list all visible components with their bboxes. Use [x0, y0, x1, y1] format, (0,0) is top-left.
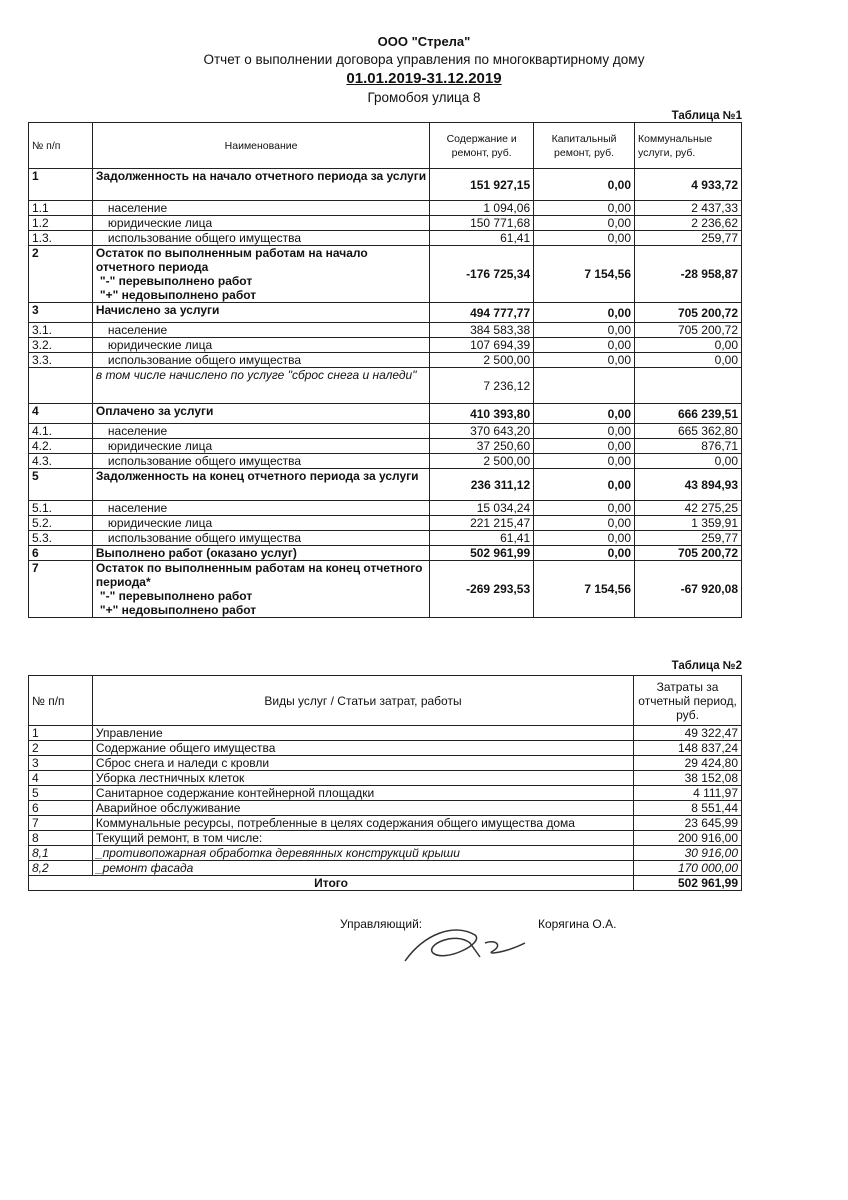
t1-cell-num: 1.3.	[29, 231, 93, 246]
t1-name-text: использование общего имущества	[107, 531, 302, 545]
t1-cell-capital: 0,00	[534, 353, 635, 368]
org-name: ООО "Стрела"	[377, 34, 471, 49]
t1-cell-capital	[534, 368, 635, 404]
t1-cell-maint: -269 293,53	[430, 561, 534, 618]
t2-header-num: № п/п	[29, 676, 93, 726]
t1-row	[29, 531, 742, 546]
t1-cell-capital: 0,00	[534, 546, 635, 561]
t1-cell-utility: 0,00	[635, 454, 742, 469]
t1-cell-capital: 0,00	[534, 424, 635, 439]
t1-cell-capital: 0,00	[534, 231, 635, 246]
t2-cell-name: Аварийное обслуживание	[92, 801, 633, 816]
t2-cell-num: 2	[29, 741, 93, 756]
house-address: Громобоя улица 8	[367, 90, 481, 105]
t2-header-cost: Затраты за отчетный период, руб.	[634, 676, 742, 726]
t1-cell-utility: 2 236,62	[635, 216, 742, 231]
t1-row	[29, 424, 742, 439]
table2-label: Таблица №2	[671, 660, 742, 672]
t1-cell-name	[92, 546, 429, 561]
t1-cell-utility: 666 239,51	[635, 404, 742, 424]
t1-cell-capital: 0,00	[534, 169, 635, 201]
t2-row	[29, 786, 742, 801]
t1-header-name: Наименование	[92, 123, 429, 169]
t2-header-name: Виды услуг / Статьи затрат, работы	[92, 676, 633, 726]
t1-cell-name	[92, 169, 429, 201]
t1-cell-capital: 0,00	[534, 469, 635, 501]
t2-row	[29, 861, 742, 876]
t1-row	[29, 169, 742, 201]
t2-cell-name: Сброс снега и наледи с кровли	[92, 756, 633, 771]
t1-cell-utility: 665 362,80	[635, 424, 742, 439]
t1-cell-name	[92, 216, 429, 231]
t1-cell-name	[92, 201, 429, 216]
t2-cell-cost: 49 322,47	[634, 726, 742, 741]
t1-name-text: Задолженность на конец отчетного периода за услуги	[95, 469, 419, 483]
t1-name-note: "+" недовыполнено работ	[99, 288, 257, 302]
t1-cell-name	[92, 531, 429, 546]
t2-cell-name: Санитарное содержание контейнерной площадки	[92, 786, 633, 801]
t1-name-text: Задолженность на начало отчетного периода за услуги	[95, 169, 427, 183]
t1-cell-capital: 0,00	[534, 501, 635, 516]
t1-name-text: Начислено за услуги	[95, 303, 220, 317]
t1-name-note: "-" перевыполнено работ	[99, 274, 253, 288]
t1-cell-utility: 1 359,91	[635, 516, 742, 531]
t1-row	[29, 353, 742, 368]
manager-label: Управляющий:	[340, 917, 423, 931]
t1-name-text: Остаток по выполненным работам на начало отчетного периода	[95, 246, 368, 274]
t1-cell-capital: 0,00	[534, 323, 635, 338]
t1-cell-utility: 0,00	[635, 338, 742, 353]
t1-cell-maint: 37 250,60	[430, 439, 534, 454]
t1-row	[29, 561, 742, 618]
t1-cell-utility: 43 894,93	[635, 469, 742, 501]
t1-cell-name	[92, 469, 429, 501]
t1-cell-name	[92, 368, 429, 404]
t1-cell-name	[92, 561, 429, 618]
t1-row	[29, 246, 742, 303]
t1-cell-maint: 410 393,80	[430, 404, 534, 424]
t1-name-note: "+" недовыполнено работ	[99, 603, 257, 617]
table1	[28, 122, 742, 618]
t1-cell-capital: 7 154,56	[534, 246, 635, 303]
t2-cell-num: 7	[29, 816, 93, 831]
t1-cell-utility: 2 437,33	[635, 201, 742, 216]
report-subtitle: Отчет о выполнении договора управления по многоквартирному дому	[203, 52, 645, 67]
t1-cell-maint: 107 694,39	[430, 338, 534, 353]
t1-cell-num: 1.1	[29, 201, 93, 216]
t1-cell-num: 1.2	[29, 216, 93, 231]
t1-cell-maint: 502 961,99	[430, 546, 534, 561]
t1-row	[29, 439, 742, 454]
t1-cell-num: 3.1.	[29, 323, 93, 338]
t1-row	[29, 338, 742, 353]
t1-cell-maint: 1 094,06	[430, 201, 534, 216]
t2-row	[29, 816, 742, 831]
t1-cell-capital: 0,00	[534, 454, 635, 469]
t1-cell-name	[92, 353, 429, 368]
t2-row	[29, 801, 742, 816]
t1-cell-capital: 7 154,56	[534, 561, 635, 618]
t2-row	[29, 726, 742, 741]
t1-cell-utility: 705 200,72	[635, 323, 742, 338]
t1-name-text: население	[107, 424, 168, 438]
t1-cell-num: 4.1.	[29, 424, 93, 439]
t1-row	[29, 231, 742, 246]
t1-name-text: юридические лица	[107, 216, 213, 230]
t2-cell-num: 6	[29, 801, 93, 816]
t1-cell-utility: 259,77	[635, 231, 742, 246]
t2-cell-cost: 8 551,44	[634, 801, 742, 816]
t2-cell-num: 8,2	[29, 861, 93, 876]
t1-cell-capital: 0,00	[534, 303, 635, 323]
t1-cell-name	[92, 323, 429, 338]
t2-row	[29, 756, 742, 771]
t1-cell-num: 5.3.	[29, 531, 93, 546]
t1-name-text: использование общего имущества	[107, 231, 302, 245]
t1-cell-num: 4	[29, 404, 93, 424]
t1-row	[29, 303, 742, 323]
t2-cell-cost: 170 000,00	[634, 861, 742, 876]
t2-cell-name: _противопожарная обработка деревянных конструкций крыши	[92, 846, 633, 861]
t1-cell-maint: 151 927,15	[430, 169, 534, 201]
t1-row	[29, 516, 742, 531]
t1-cell-num: 3	[29, 303, 93, 323]
t1-cell-name	[92, 501, 429, 516]
t1-cell-name	[92, 439, 429, 454]
manager-name: Корягина О.А.	[538, 917, 617, 931]
t1-cell-name	[92, 338, 429, 353]
t1-cell-num: 6	[29, 546, 93, 561]
t1-cell-capital: 0,00	[534, 216, 635, 231]
t1-row	[29, 546, 742, 561]
t1-cell-utility: 259,77	[635, 531, 742, 546]
t2-cell-num: 3	[29, 756, 93, 771]
t1-cell-maint: 15 034,24	[430, 501, 534, 516]
t1-cell-num: 5.1.	[29, 501, 93, 516]
t1-name-text: юридические лица	[107, 516, 213, 530]
table1-label: Таблица №1	[671, 110, 742, 122]
t1-cell-utility: 4 933,72	[635, 169, 742, 201]
t1-header-num: № п/п	[29, 123, 93, 169]
t2-cell-cost: 29 424,80	[634, 756, 742, 771]
t2-cell-name: Текущий ремонт, в том числе:	[92, 831, 633, 846]
signature-image	[385, 913, 545, 973]
t1-cell-maint: 2 500,00	[430, 454, 534, 469]
t1-row	[29, 368, 742, 404]
t1-name-text: Выполнено работ (оказано услуг)	[95, 546, 297, 560]
t2-cell-name: Уборка лестничных клеток	[92, 771, 633, 786]
t1-cell-name	[92, 454, 429, 469]
t2-row	[29, 771, 742, 786]
t1-name-text: Остаток по выполненным работам на конец отчетного периода*	[95, 561, 423, 589]
t1-row	[29, 201, 742, 216]
t1-cell-num: 5.2.	[29, 516, 93, 531]
t2-cell-cost: 200 916,00	[634, 831, 742, 846]
t2-cell-num: 8,1	[29, 846, 93, 861]
t2-row	[29, 831, 742, 846]
t2-cell-num: 4	[29, 771, 93, 786]
t2-cell-num: 5	[29, 786, 93, 801]
t1-cell-num	[29, 368, 93, 404]
t1-cell-name	[92, 246, 429, 303]
t1-cell-num: 3.2.	[29, 338, 93, 353]
t1-cell-utility: 0,00	[635, 353, 742, 368]
t1-cell-utility: 42 275,25	[635, 501, 742, 516]
t2-cell-cost: 148 837,24	[634, 741, 742, 756]
t2-total-label: Итого	[29, 876, 634, 891]
t1-cell-utility	[635, 368, 742, 404]
t1-cell-name	[92, 516, 429, 531]
t1-name-text: Оплачено за услуги	[95, 404, 214, 418]
t1-cell-num: 3.3.	[29, 353, 93, 368]
t1-cell-num: 7	[29, 561, 93, 618]
t1-cell-num: 1	[29, 169, 93, 201]
t1-header-utility: Коммунальные услуги, руб.	[635, 123, 742, 169]
t1-cell-num: 4.3.	[29, 454, 93, 469]
t1-name-text: население	[107, 501, 168, 515]
t2-cell-cost: 30 916,00	[634, 846, 742, 861]
t1-name-text: население	[107, 323, 168, 337]
report-period: 01.01.2019-31.12.2019	[346, 70, 502, 87]
t1-cell-capital: 0,00	[534, 531, 635, 546]
t1-row	[29, 216, 742, 231]
t1-name-text: юридические лица	[107, 338, 213, 352]
t2-cell-cost: 38 152,08	[634, 771, 742, 786]
t1-cell-capital: 0,00	[534, 338, 635, 353]
t2-cell-cost: 23 645,99	[634, 816, 742, 831]
t1-cell-maint: 7 236,12	[430, 368, 534, 404]
t1-cell-maint: 236 311,12	[430, 469, 534, 501]
t1-cell-num: 2	[29, 246, 93, 303]
t2-cell-num: 8	[29, 831, 93, 846]
t1-cell-num: 5	[29, 469, 93, 501]
t1-cell-maint: 221 215,47	[430, 516, 534, 531]
t1-cell-name	[92, 303, 429, 323]
t1-cell-utility: 705 200,72	[635, 303, 742, 323]
t2-cell-cost: 4 111,97	[634, 786, 742, 801]
t2-total-value: 502 961,99	[634, 876, 742, 891]
t1-cell-name	[92, 231, 429, 246]
t1-cell-maint: 61,41	[430, 531, 534, 546]
t1-cell-num: 4.2.	[29, 439, 93, 454]
t2-row	[29, 846, 742, 861]
t1-cell-utility: 705 200,72	[635, 546, 742, 561]
t1-name-note: "-" перевыполнено работ	[99, 589, 253, 603]
t1-row	[29, 454, 742, 469]
t1-name-text: использование общего имущества	[107, 353, 302, 367]
t2-cell-num: 1	[29, 726, 93, 741]
t2-cell-name: Управление	[92, 726, 633, 741]
t2-cell-name: Коммунальные ресурсы, потребленные в целях содержания общего имущества дома	[92, 816, 633, 831]
t1-name-text: в том числе начислено по услуге "сброс снега и наледи"	[95, 368, 417, 382]
t1-row	[29, 323, 742, 338]
t1-cell-maint: 2 500,00	[430, 353, 534, 368]
t1-cell-maint: 494 777,77	[430, 303, 534, 323]
t1-name-text: использование общего имущества	[107, 454, 302, 468]
t1-row	[29, 404, 742, 424]
t1-cell-utility: -28 958,87	[635, 246, 742, 303]
t2-row	[29, 741, 742, 756]
t1-cell-maint: 370 643,20	[430, 424, 534, 439]
t1-row	[29, 501, 742, 516]
t1-cell-utility: 876,71	[635, 439, 742, 454]
t1-cell-name	[92, 424, 429, 439]
t1-name-text: население	[107, 201, 168, 215]
t1-cell-name	[92, 404, 429, 424]
t1-header-capital: Капитальный ремонт, руб.	[534, 123, 635, 169]
t1-cell-maint: 150 771,68	[430, 216, 534, 231]
t1-cell-maint: 61,41	[430, 231, 534, 246]
t1-cell-capital: 0,00	[534, 516, 635, 531]
t1-cell-maint: 384 583,38	[430, 323, 534, 338]
t2-cell-name: _ремонт фасада	[92, 861, 633, 876]
t1-name-text: юридические лица	[107, 439, 213, 453]
t1-cell-utility: -67 920,08	[635, 561, 742, 618]
t1-cell-capital: 0,00	[534, 439, 635, 454]
t1-cell-maint: -176 725,34	[430, 246, 534, 303]
t2-cell-name: Содержание общего имущества	[92, 741, 633, 756]
t1-header-maint: Содержание и ремонт, руб.	[430, 123, 534, 169]
table2	[28, 675, 742, 891]
t1-cell-capital: 0,00	[534, 201, 635, 216]
t1-cell-capital: 0,00	[534, 404, 635, 424]
t1-row	[29, 469, 742, 501]
